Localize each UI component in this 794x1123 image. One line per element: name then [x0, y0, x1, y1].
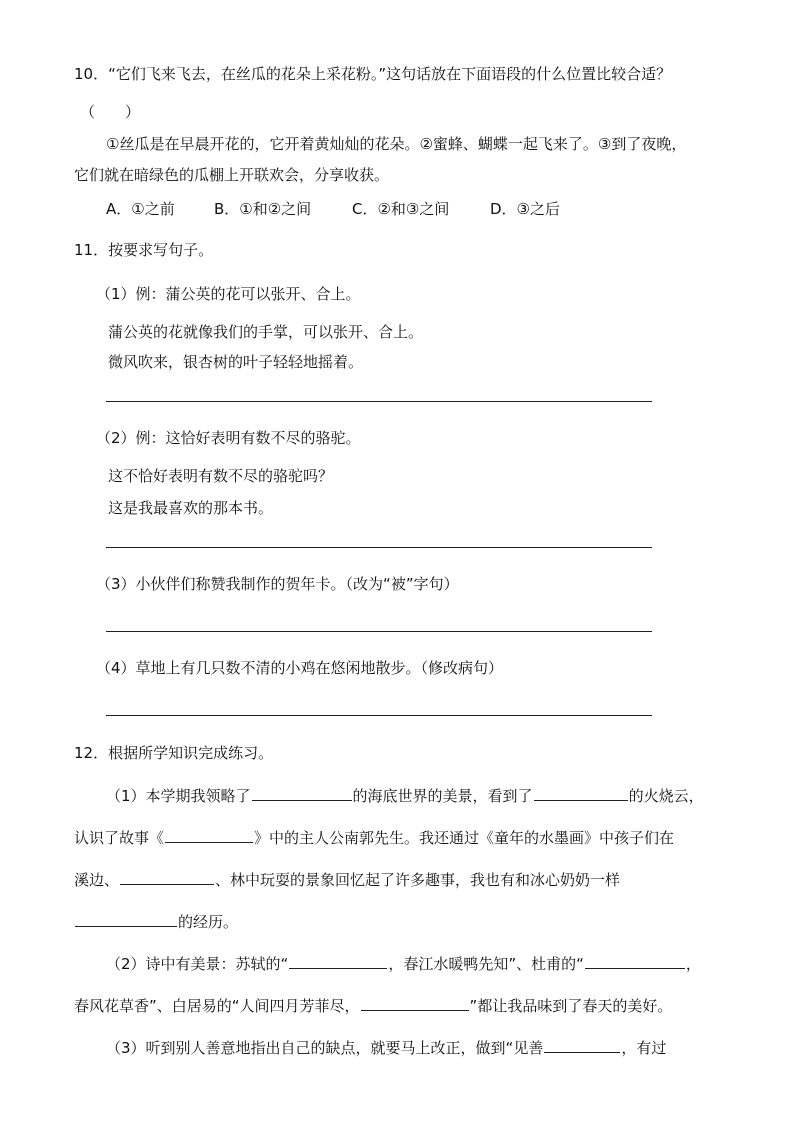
q11-sub4-title: （4）草地上有几只数不清的小鸡在悠闲地散步。（修改病句）	[96, 659, 504, 677]
q12-p3-text-b: ，有过	[621, 1039, 667, 1057]
q12-p1-text-e: 》中的主人公南郭先生。我还通过《童年的水墨画》中孩子们在	[254, 829, 675, 847]
q12-p1-line4	[74, 910, 238, 932]
q12-p2-text-b: ，春江水暖鸭先知”、杜甫的“	[388, 955, 584, 973]
q11-sub3-title: （3）小伙伴们称赞我制作的贺年卡。（改为“被”字句）	[96, 575, 459, 593]
q12-p1-text-f: 溪边、	[74, 871, 120, 889]
q11-sub2-example: 这不恰好表明有数不尽的骆驼吗？	[108, 467, 334, 485]
q10-option-b[interactable]: B．①和②之间	[214, 200, 312, 218]
q10-passage-line1: ①丝瓜是在早晨开花的，它开着黄灿灿的花朵。②蜜蜂、蝴蝶一起飞来了。③到了夜晚，	[106, 135, 687, 153]
q12-p2-text-d: 春风花草香”、白居易的“人间四月芳菲尽，	[74, 997, 360, 1015]
q12-p3-text-a: （3）听到别人善意地指出自己的缺点，就要马上改正，做到“见善	[106, 1039, 544, 1057]
q12-p1-line2	[74, 826, 674, 848]
q10-passage-line2: 它们就在暗绿色的瓜棚上开联欢会，分享收获。	[74, 166, 390, 184]
q11-stem: 11．按要求写句子。	[74, 241, 214, 259]
q11-sub2-task: 这是我最喜欢的那本书。	[108, 499, 274, 517]
q11-sub2-answer-line[interactable]	[106, 547, 652, 548]
q12-p2-line1	[106, 952, 701, 974]
q12-p1-text-c: 的火烧云，	[628, 787, 704, 805]
q11-sub1-answer-line[interactable]	[106, 401, 652, 402]
q12-p1-text-h: 的经历。	[178, 913, 239, 931]
q11-sub2-title: （2）例：这恰好表明有数不尽的骆驼。	[96, 429, 361, 447]
q11-sub1-title: （1）例：蒲公英的花可以张开、合上。	[96, 285, 361, 303]
q12-blank-4[interactable]	[120, 868, 214, 885]
q12-p1-text-d: 认识了故事《	[74, 829, 165, 847]
q12-p2-line2	[74, 994, 672, 1016]
q12-blank-3[interactable]	[165, 826, 253, 843]
q12-p2-text-a: （2）诗中有美景：苏轼的“	[106, 955, 289, 973]
q11-sub1-task: 微风吹来，银杏树的叶子轻轻地摇着。	[108, 353, 364, 371]
q12-blank-5[interactable]	[75, 910, 177, 927]
q10-stem: 10．“它们飞来飞去，在丝瓜的花朵上采花粉。”这句话放在下面语段的什么位置比较合适？	[74, 65, 672, 83]
q12-stem: 12．根据所学知识完成练习。	[74, 744, 274, 762]
q12-p2-text-e: ”都让我品味到了春天的美好。	[469, 997, 673, 1015]
q11-sub4-answer-line[interactable]	[106, 715, 652, 716]
q10-answer-paren[interactable]: （ ）	[80, 103, 141, 121]
q12-p1-text-b: 的海底世界的美景，看到了	[352, 787, 533, 805]
q11-sub1-example: 蒲公英的花就像我们的手掌，可以张开、合上。	[108, 323, 424, 341]
q12-p1-text-g: 、林中玩耍的景象回忆起了许多趣事，我也有和冰心奶奶一样	[215, 871, 621, 889]
q12-p1-line3	[74, 868, 620, 890]
q12-blank-2[interactable]	[534, 784, 628, 801]
q12-p2-text-c: ，	[685, 955, 701, 973]
q12-blank-9[interactable]	[544, 1036, 620, 1053]
q10-option-c[interactable]: C．②和③之间	[352, 200, 450, 218]
q10-option-d[interactable]: D．③之后	[490, 200, 560, 218]
q12-p3-line1	[106, 1036, 666, 1058]
q11-sub3-answer-line[interactable]	[106, 631, 652, 632]
q10-option-a[interactable]: A．①之前	[106, 200, 175, 218]
q12-blank-7[interactable]	[585, 952, 685, 969]
q12-blank-6[interactable]	[289, 952, 387, 969]
q12-p1-text-a: （1）本学期我领略了	[106, 787, 251, 805]
q12-p1-line1	[106, 784, 704, 806]
q12-blank-1[interactable]	[252, 784, 352, 801]
q12-blank-8[interactable]	[361, 994, 469, 1011]
